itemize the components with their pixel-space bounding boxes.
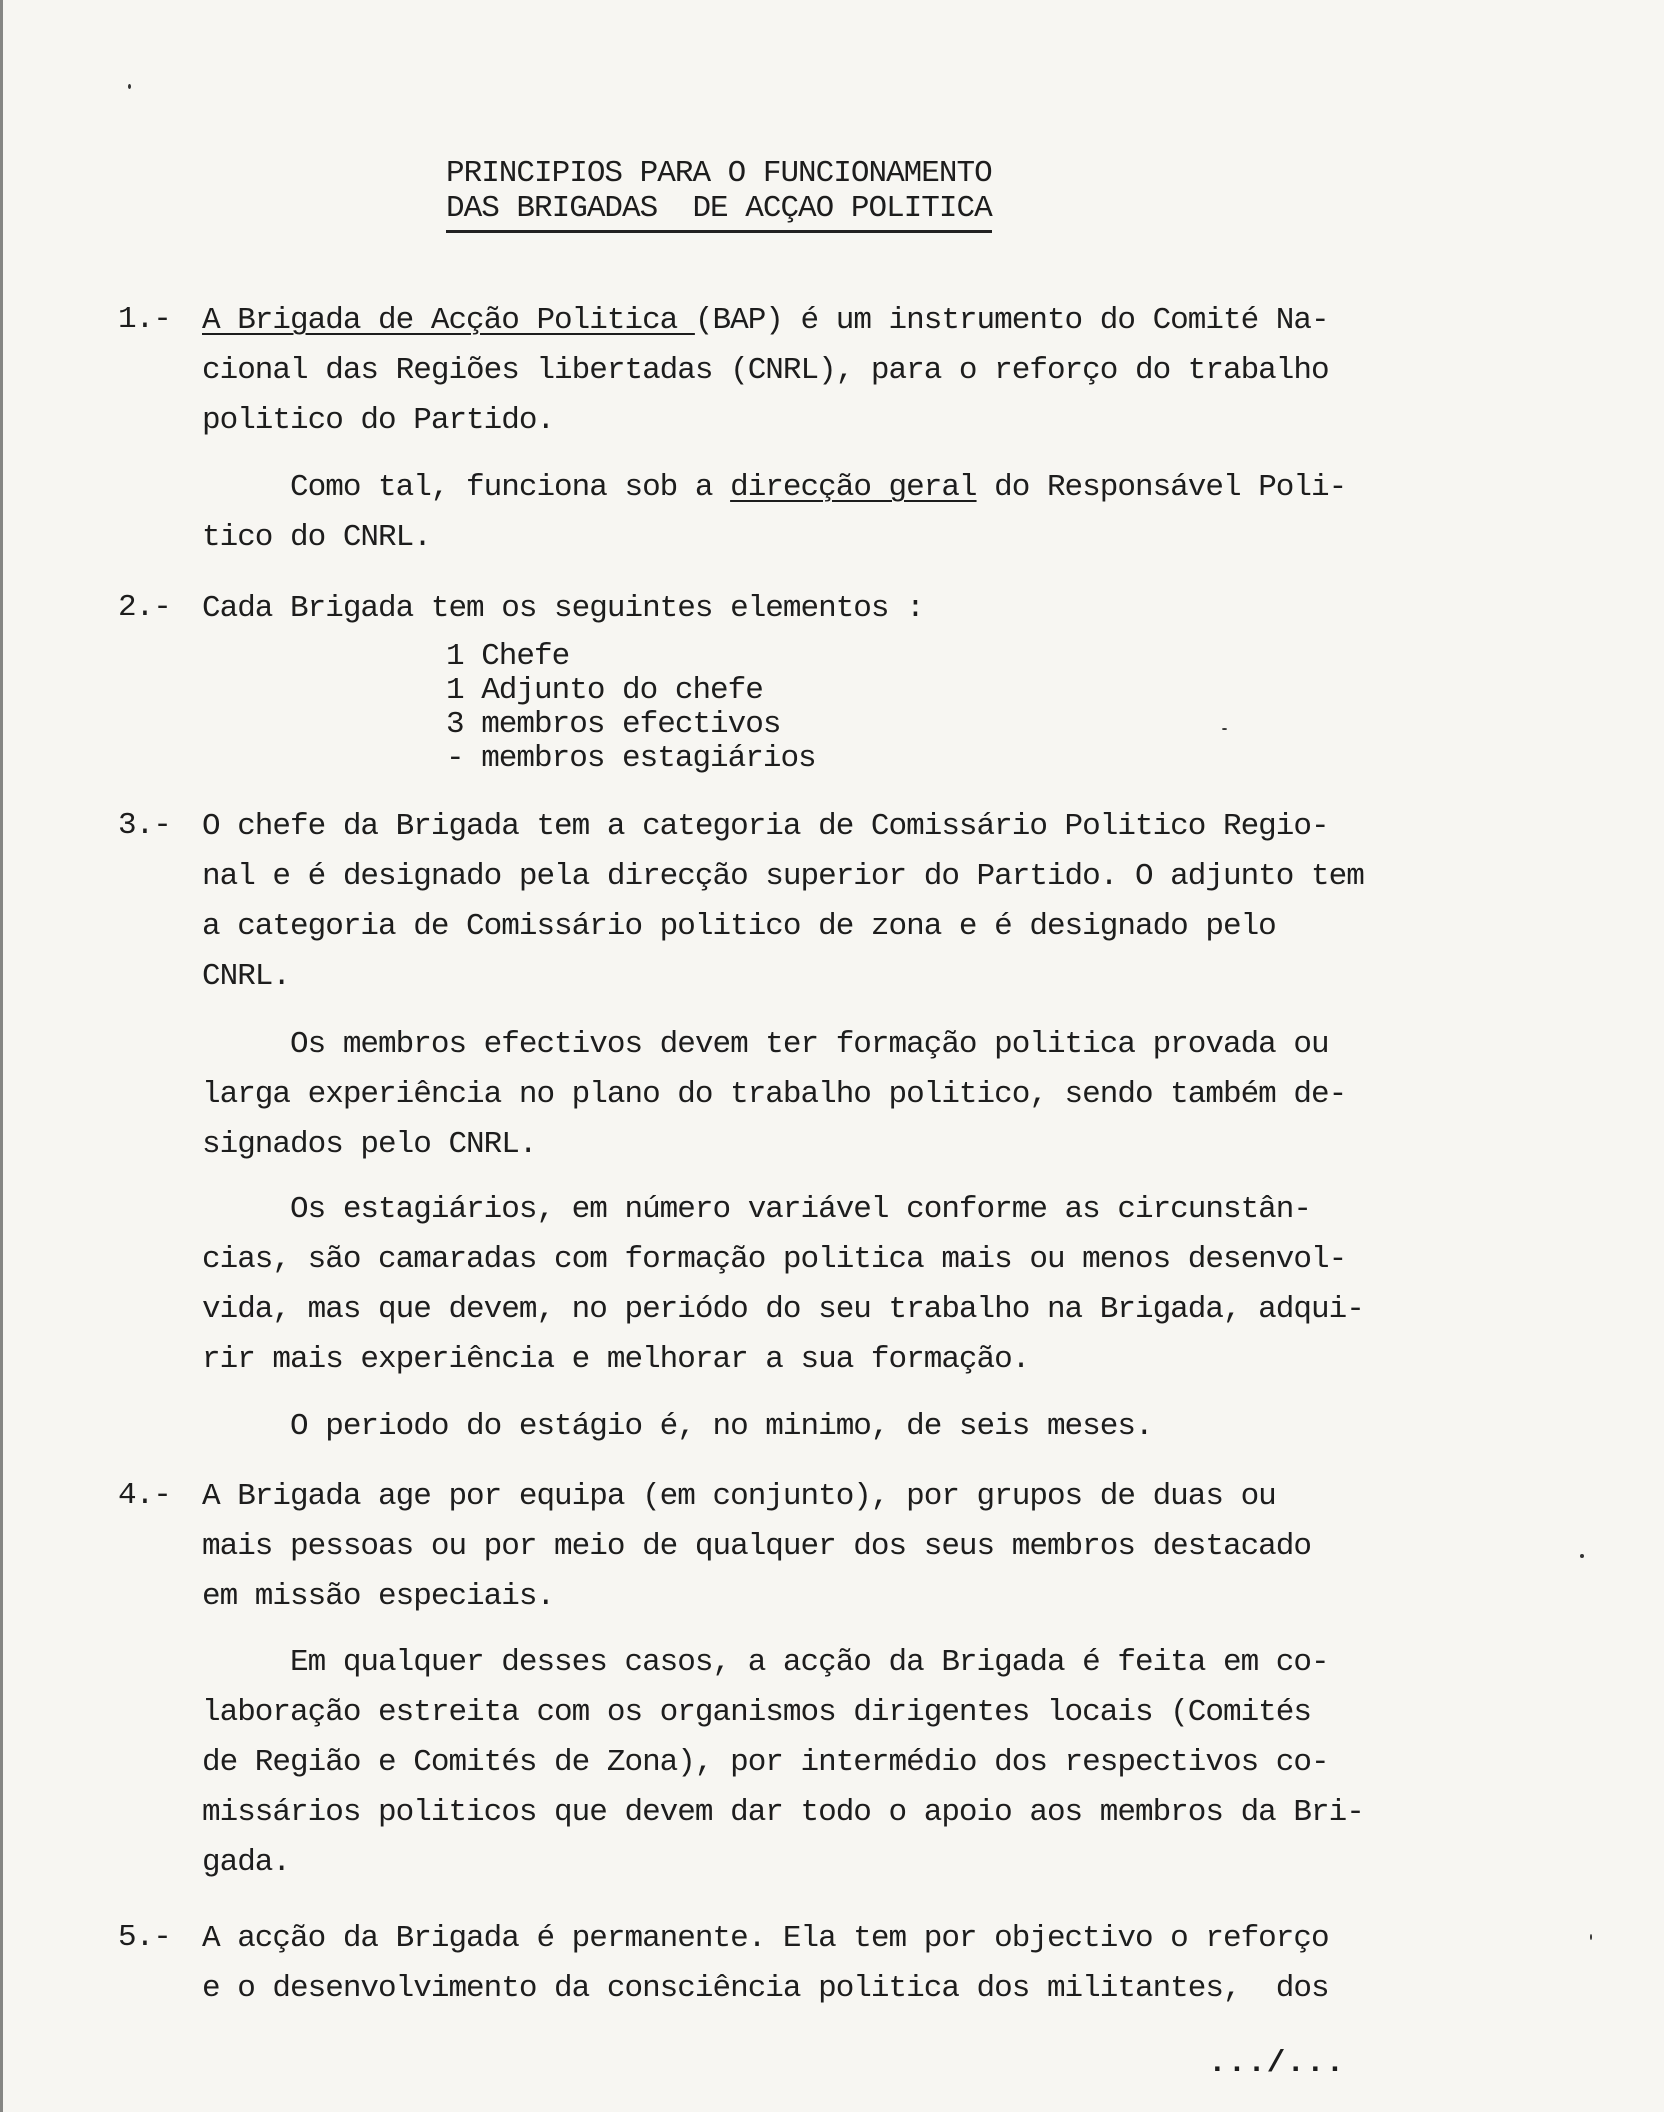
section-3-paragraph-2: Os membros efectivos devem ter formação politica provada ou larga experiência no plano do trabalho politico, sendo também de- signados pelo CNRL. bbox=[202, 1027, 1347, 1162]
brigade-name-underlined: A Brigada de Acção Politica bbox=[202, 303, 695, 338]
title-line-2: DAS BRIGADAS DE ACÇAO POLITICA bbox=[446, 191, 992, 233]
section-1-paragraph-1: A Brigada de Acção Politica (BAP) é um instrumento do Comité Na- cional das Regiões libertadas (CNRL), para o reforço do trabalho politico do Partido. bbox=[202, 303, 1329, 438]
scan-speck bbox=[1590, 1934, 1592, 1940]
scan-edge bbox=[0, 0, 3, 2112]
section-3-paragraph-4: O periodo do estágio é, no minimo, de seis meses. bbox=[202, 1409, 1153, 1444]
section-number-3: 3.- bbox=[118, 808, 171, 843]
scan-speck bbox=[1580, 1554, 1584, 1558]
scan-speck bbox=[1222, 728, 1227, 730]
list-item: 1 Chefe bbox=[446, 639, 570, 674]
list-item: 1 Adjunto do chefe bbox=[446, 673, 763, 708]
section-number-2: 2.- bbox=[118, 590, 171, 625]
direccao-geral-underlined: direcção geral bbox=[730, 470, 977, 505]
title-line-1: PRINCIPIOS PARA O FUNCIONAMENTO bbox=[446, 156, 992, 191]
continuation-mark: .../... bbox=[1208, 2046, 1346, 2081]
document-title bbox=[446, 156, 992, 233]
section-number-4: 4.- bbox=[118, 1478, 171, 1513]
section-number-5: 5.- bbox=[118, 1920, 171, 1955]
section-3-paragraph-3: Os estagiários, em número variável conforme as circunstân- cias, são camaradas com formação politica mais ou menos desenvol- vida, mas que devem, no periódo do seu trabalho na Brigada, adqui- rir mais experiência e melhorar a sua formação. bbox=[202, 1192, 1364, 1377]
list-item: - membros estagiários bbox=[446, 741, 816, 776]
section-2-intro: Cada Brigada tem os seguintes elementos : bbox=[202, 591, 924, 626]
section-4-paragraph-1: A Brigada age por equipa (em conjunto), por grupos de duas ou mais pessoas ou por meio de qualquer dos seus membros destacado em missão especiais. bbox=[202, 1479, 1311, 1614]
section-1-paragraph-2: Como tal, funciona sob a direcção geral do Responsável Poli- tico do CNRL. bbox=[202, 470, 1347, 555]
section-5-paragraph-1: A acção da Brigada é permanente. Ela tem por objectivo o reforço e o desenvolvimento da consciência politica dos militantes, dos bbox=[202, 1921, 1329, 2006]
section-3-paragraph-1: O chefe da Brigada tem a categoria de Comissário Politico Regio- nal e é designado pela direcção superior do Partido. O adjunto tem a categoria de Comissário politico de zona e é designado pelo CNRL. bbox=[202, 809, 1364, 994]
section-4-paragraph-2: Em qualquer desses casos, a acção da Brigada é feita em co- laboração estreita com os organismos dirigentes locais (Comités de Região e Comités de Zona), por intermédio dos respectivos co- missários politicos que devem dar todo o apoio aos membros da Bri- gada. bbox=[202, 1645, 1364, 1880]
list-item: 3 membros efectivos bbox=[446, 707, 781, 742]
scan-speck bbox=[128, 84, 131, 89]
section-number-1: 1.- bbox=[118, 302, 171, 337]
elements-list bbox=[446, 640, 816, 776]
